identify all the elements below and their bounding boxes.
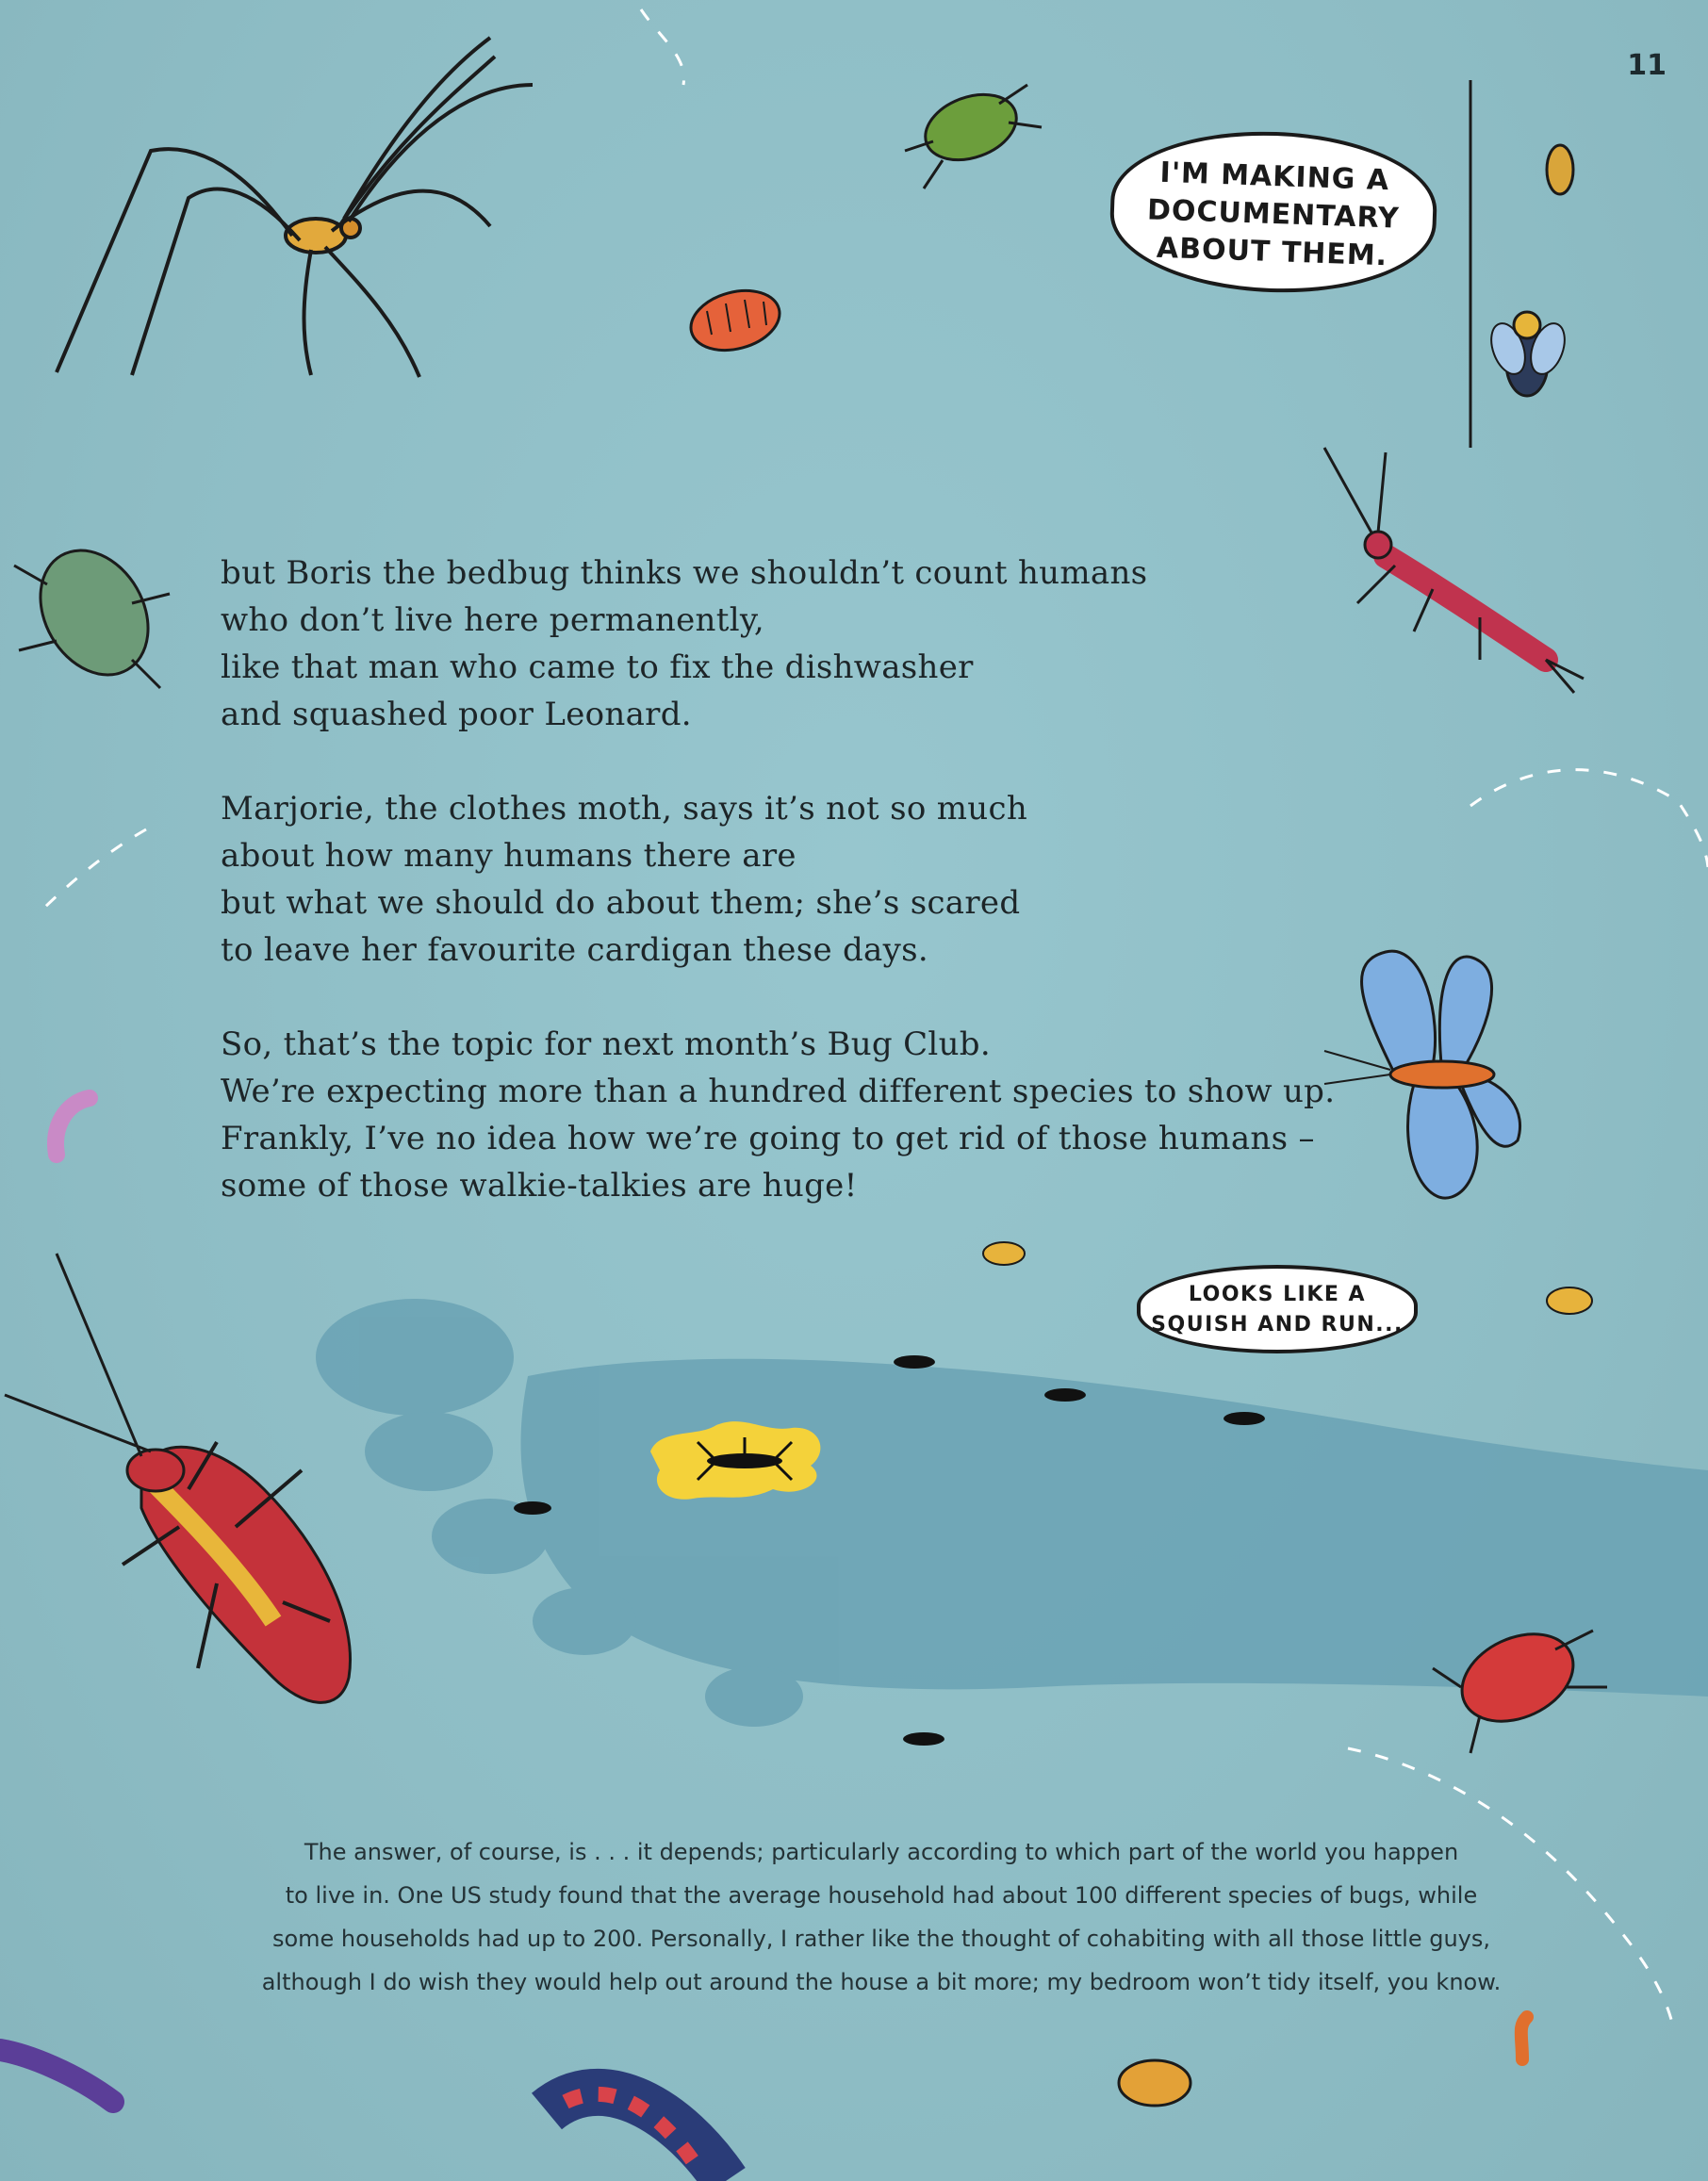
poem-line: to leave her favourite cardigan these days. [221, 931, 928, 969]
poem-line: like that man who came to fix the dishwasher [221, 648, 974, 686]
poem-stanza [221, 785, 1333, 974]
poem-stanza [221, 1021, 1336, 1209]
caption-line: The answer, of course, is . . . it depends; particularly according to which part of the world you happen [304, 1839, 1459, 1865]
woodlouse-icon [684, 282, 786, 360]
blue-green-beetle-icon [14, 531, 170, 694]
page-number: 11 [1627, 49, 1667, 82]
poem-line: some of those walkie-talkies are huge! [221, 1167, 858, 1205]
poem-line: Marjorie, the clothes moth, says it’s not so much [221, 790, 1028, 828]
cockroach-icon [5, 1254, 351, 1702]
caption-text [189, 1830, 1574, 2004]
speech-line: SQUISH AND RUN... [1151, 1313, 1404, 1336]
poem-text [221, 549, 1336, 1209]
clothes-moth-icon [1324, 951, 1520, 1198]
poem-line: and squashed poor Leonard. [221, 696, 692, 733]
speech-line: ABOUT THEM. [1156, 231, 1388, 273]
caption-line: to live in. One US study found that the average household had about 100 different species of bugs, while [285, 1882, 1478, 1909]
poem-line: about how many humans there are [221, 837, 797, 875]
poem-line: So, that’s the topic for next month’s Bug Club. [221, 1025, 991, 1063]
caption-line: some households had up to 200. Personally, I rather like the thought of cohabiting with all those little guys, [271, 1926, 1491, 1952]
speech-line: LOOKS LIKE A [1188, 1283, 1367, 1306]
speech-line: I'M MAKING A [1159, 156, 1390, 198]
caption-line: although I do wish they would help out around the house a bit more; my bedroom won’t tidy itself, you know. [261, 1969, 1502, 1995]
poem-line: but what we should do about them; she’s scared [221, 884, 1021, 922]
poem-line: Frankly, I’ve no idea how we’re going to get rid of those humans – [221, 1120, 1315, 1157]
speech-line: DOCUMENTARY [1146, 193, 1401, 236]
poem-line: who don’t live here permanently, [221, 601, 764, 639]
poem-stanza [221, 549, 1333, 738]
speech-bubble-squish [1137, 1265, 1418, 1353]
fly-icon [1470, 80, 1573, 448]
bottom-bugs-icon [0, 2050, 1191, 2181]
green-beetle-icon [905, 83, 1042, 189]
earwig-icon [1324, 448, 1584, 693]
poem-line: but Boris the bedbug thinks we shouldn’t count humans [221, 554, 1148, 592]
poem-line: We’re expecting more than a hundred different species to show up. [221, 1073, 1336, 1110]
spider-icon [57, 38, 533, 377]
